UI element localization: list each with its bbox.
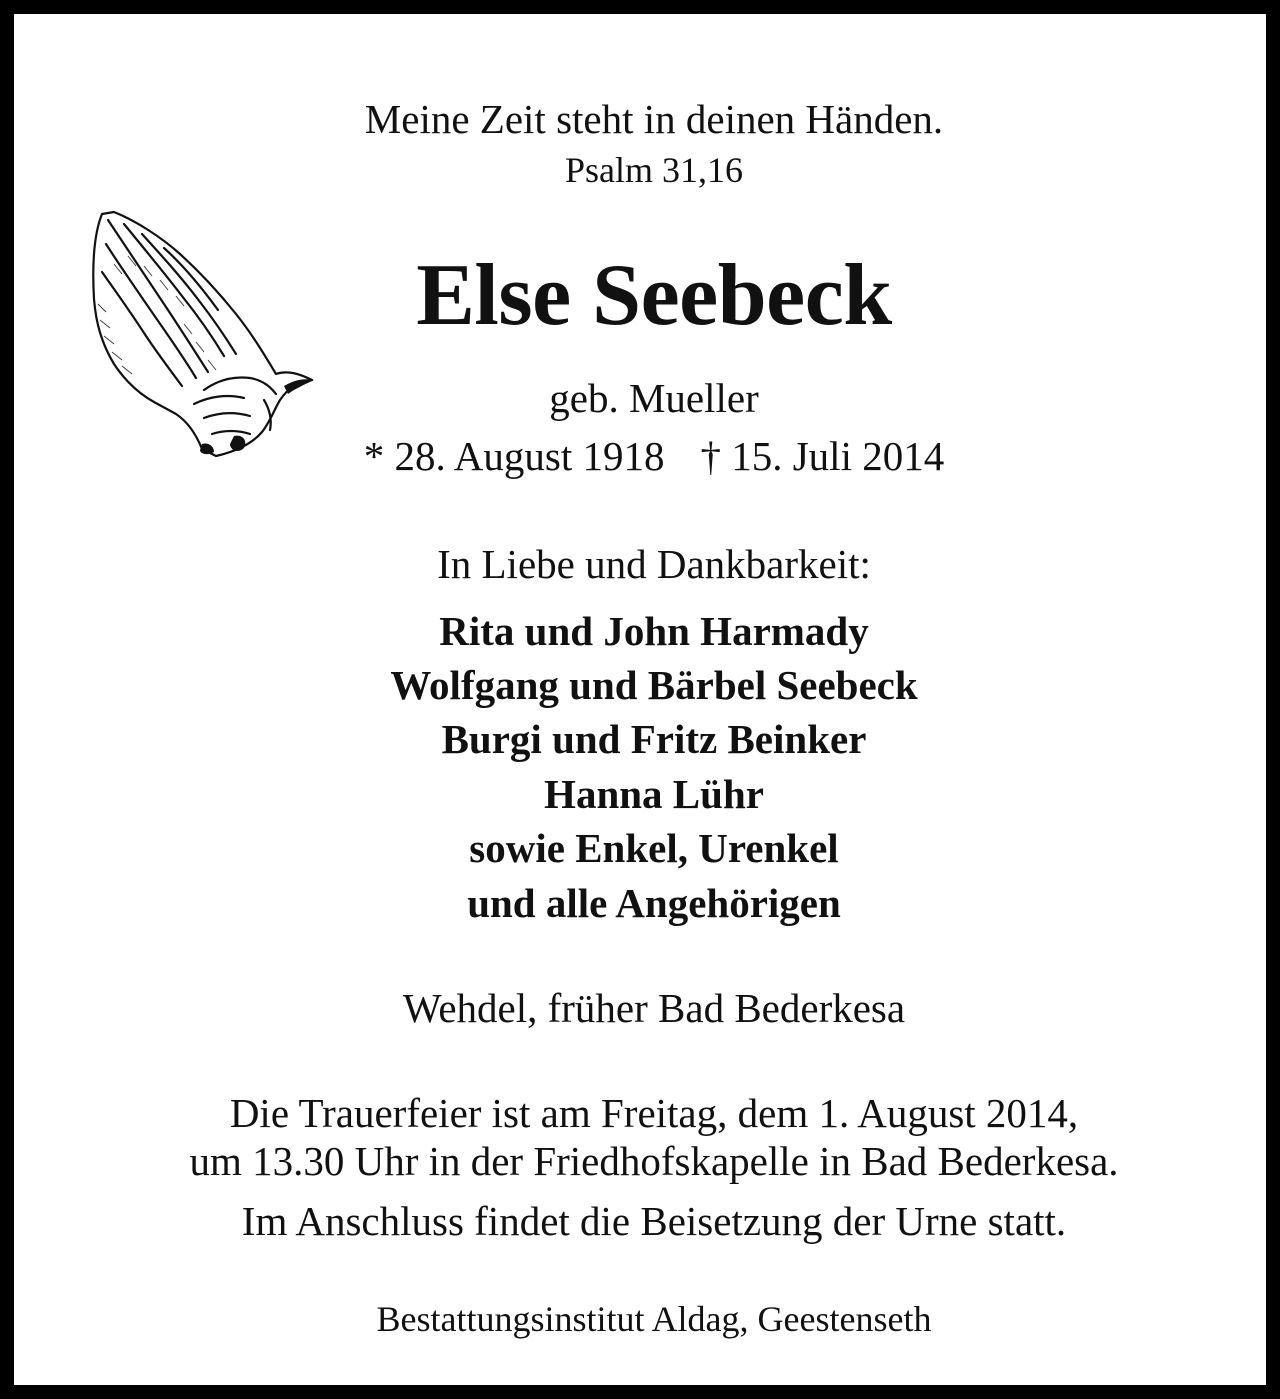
life-dates <box>28 433 1280 479</box>
mourner-line: Wolfgang und Bärbel Seebeck <box>390 662 918 708</box>
mourner-line: sowie Enkel, Urenkel <box>469 825 839 871</box>
funeral-service-line-1: Die Trauerfeier ist am Freitag, dem 1. August 2014, <box>229 1090 1079 1136</box>
deceased-name: Else Seebeck <box>416 247 892 344</box>
thanks-intro: In Liebe und Dankbarkeit: <box>437 541 871 587</box>
funeral-service-line-3: Im Anschluss findet die Beisetzung der Urne statt. <box>241 1198 1067 1244</box>
funeral-service-line-2: um 13.30 Uhr in der Friedhofskapelle in Bad Bederkesa. <box>189 1138 1119 1184</box>
undertaker: Bestattungsinstitut Aldag, Geestenseth <box>376 1299 932 1339</box>
birth-date: * 28. August 1918 <box>363 433 665 479</box>
mourner-line: Rita und John Harmady <box>439 608 869 654</box>
place-of-residence: Wehdel, früher Bad Bederkesa <box>402 985 906 1031</box>
birth-name: geb. Mueller <box>549 375 759 421</box>
psalm-reference: Psalm 31,16 <box>564 150 743 190</box>
mourner-line: Burgi und Fritz Beinker <box>441 716 867 762</box>
motto: Meine Zeit steht in deinen Händen. <box>364 96 944 142</box>
mourner-line: Hanna Lühr <box>544 771 764 817</box>
death-date: † 15. Juli 2014 <box>700 433 945 479</box>
mourner-line: und alle Angehörigen <box>467 880 841 926</box>
